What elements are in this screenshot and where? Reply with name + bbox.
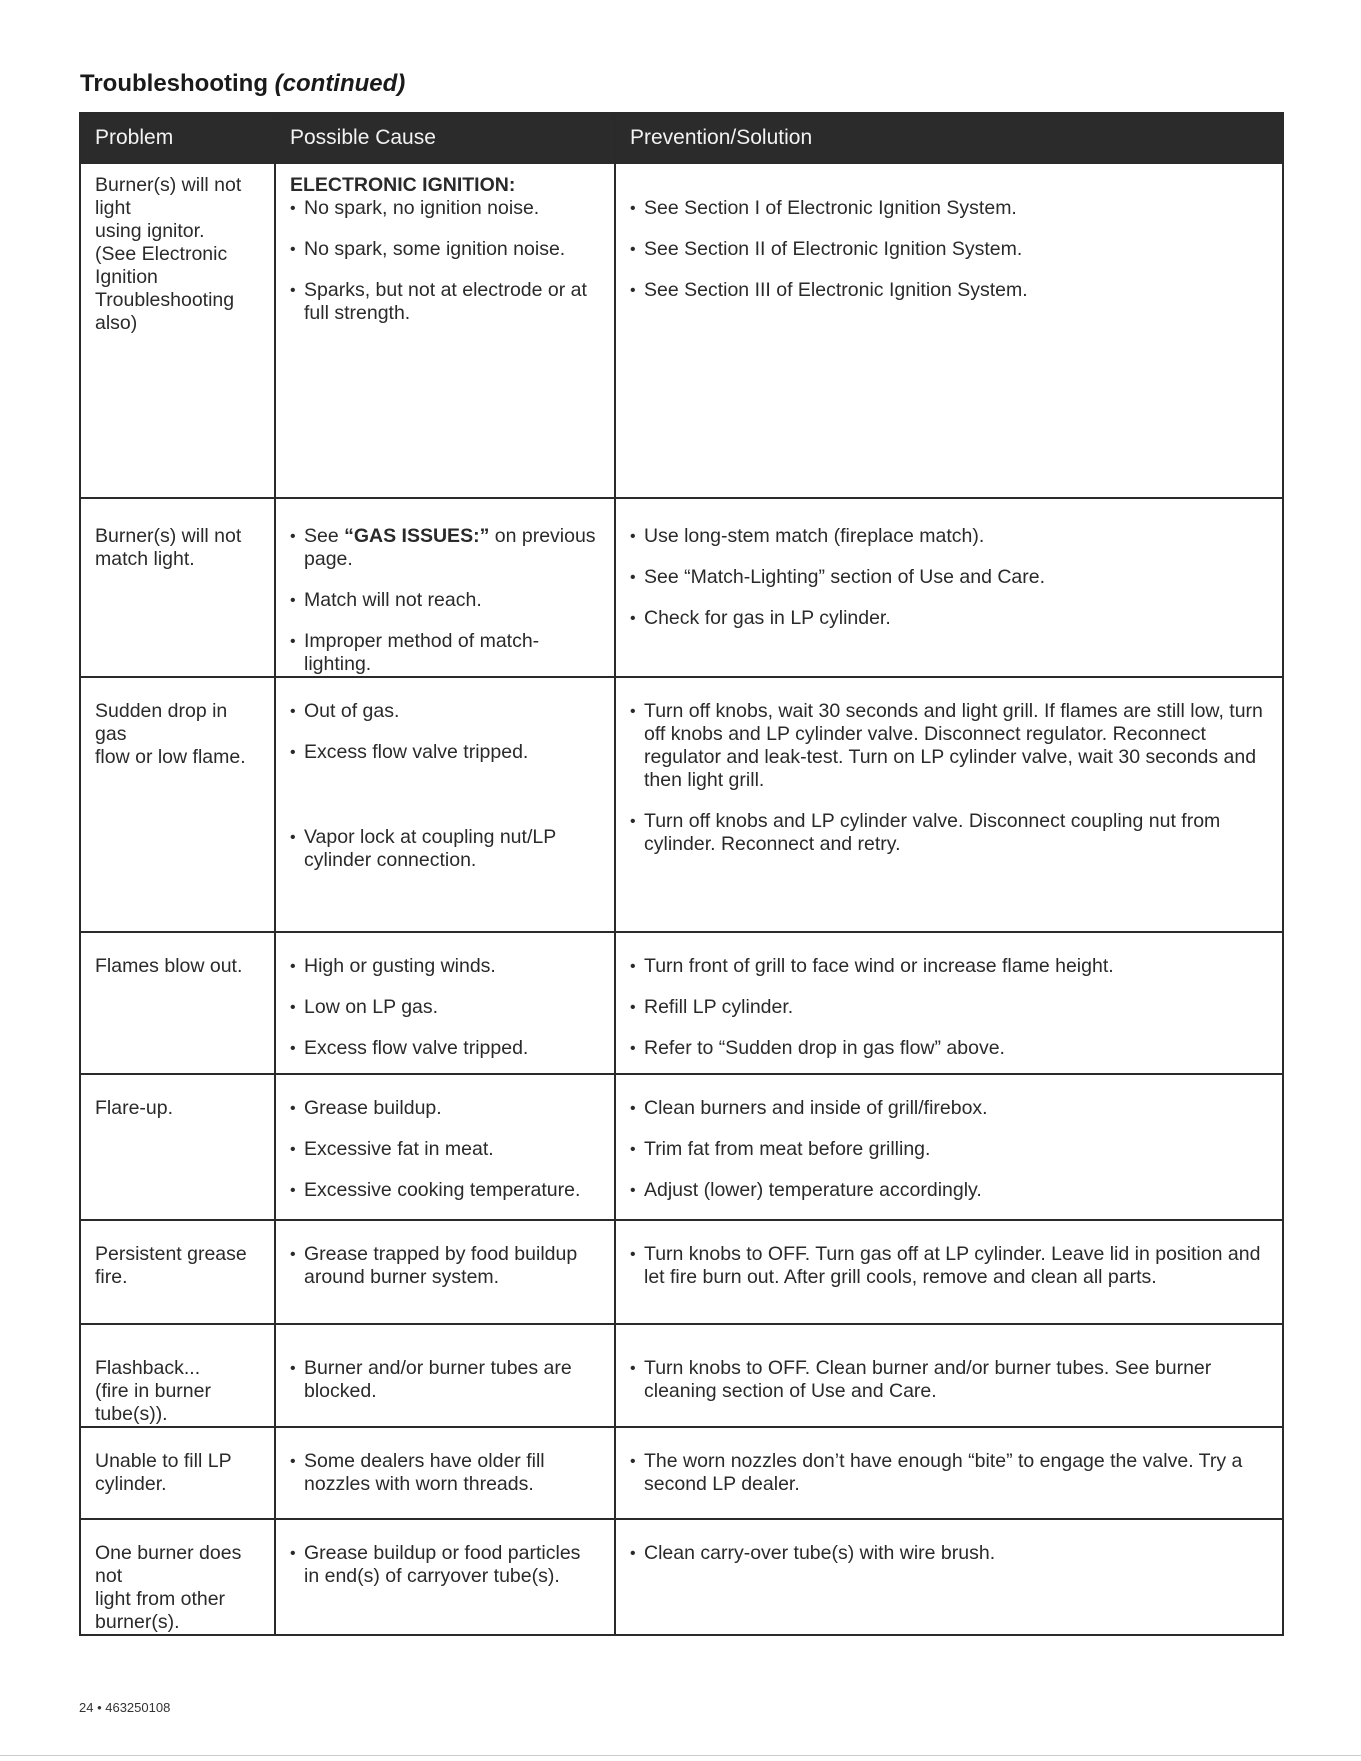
table-row <box>80 1324 1283 1427</box>
solution-item: • See Section III of Electronic Ignition System. <box>630 279 1268 302</box>
table-row <box>80 163 1283 498</box>
solution-cell <box>615 498 1283 677</box>
cause-item: • Out of gas. <box>290 700 600 723</box>
header-row <box>80 113 1283 163</box>
cause-item: • Grease buildup. <box>290 1097 600 1120</box>
problem-cell: Persistent grease fire. <box>80 1220 275 1324</box>
problem-cell: Flashback... (fire in burner tube(s)). <box>80 1324 275 1427</box>
cause-cell <box>275 677 615 932</box>
solution-item: • Trim fat from meat before grilling. <box>630 1138 1268 1161</box>
problem-cell: Burner(s) will not light using ignitor. (See Electronic Ignition Troubleshooting also) <box>80 163 275 498</box>
solution-item: • See Section I of Electronic Ignition System. <box>630 197 1268 220</box>
cause-heading: ELECTRONIC IGNITION: <box>290 174 516 196</box>
cause-cell <box>275 932 615 1074</box>
solution-cell <box>615 1220 1283 1324</box>
solution-item: • Check for gas in LP cylinder. <box>630 607 1268 630</box>
cause-item: • Grease buildup or food particles in end(s) of carryover tube(s). <box>290 1542 600 1588</box>
header-problem: Problem <box>80 113 275 163</box>
cause-item: • No spark, some ignition noise. <box>290 238 600 261</box>
solution-item: • Refer to “Sudden drop in gas flow” above. <box>630 1037 1268 1060</box>
cause-item: • High or gusting winds. <box>290 955 600 978</box>
solution-item: • Clean burners and inside of grill/firebox. <box>630 1097 1268 1120</box>
cause-item: • Some dealers have older fill nozzles with worn threads. <box>290 1450 600 1496</box>
solution-item: • Use long-stem match (fireplace match). <box>630 525 1268 548</box>
cause-item: • Excess flow valve tripped. <box>290 1037 600 1060</box>
problem-cell: Flames blow out. <box>80 932 275 1074</box>
solution-item: • The worn nozzles don’t have enough “bite” to engage the valve. Try a second LP dealer. <box>630 1450 1268 1496</box>
page-title: Troubleshooting (continued) <box>80 70 406 97</box>
solution-item: • Turn front of grill to face wind or increase flame height. <box>630 955 1268 978</box>
cause-item: • No spark, no ignition noise. <box>290 197 600 220</box>
solution-cell <box>615 163 1283 498</box>
cause-item: • Grease trapped by food buildup around burner system. <box>290 1243 600 1289</box>
solution-cell <box>615 1427 1283 1519</box>
table-row <box>80 932 1283 1074</box>
solution-item: • Adjust (lower) temperature accordingly. <box>630 1179 1268 1202</box>
table-row <box>80 677 1283 932</box>
cause-item: • Sparks, but not at electrode or at full strength. <box>290 279 600 325</box>
solution-item: • See Section II of Electronic Ignition System. <box>630 238 1268 261</box>
problem-cell: Flare-up. <box>80 1074 275 1220</box>
problem-cell: Sudden drop in gas flow or low flame. <box>80 677 275 932</box>
solution-cell <box>615 932 1283 1074</box>
table-row <box>80 498 1283 677</box>
cause-item: • Improper method of match-lighting. <box>290 630 600 676</box>
table-row <box>80 1519 1283 1635</box>
cause-item: • Match will not reach. <box>290 589 600 612</box>
cause-item: • Excessive fat in meat. <box>290 1138 600 1161</box>
solution-item: • Turn off knobs and LP cylinder valve. Disconnect coupling nut from cylinder. Reconnect and retry. <box>630 810 1268 856</box>
cause-cell <box>275 1519 615 1635</box>
header-possible-cause: Possible Cause <box>275 113 615 163</box>
solution-item: • Turn knobs to OFF. Clean burner and/or burner tubes. See burner cleaning section of Use and Care. <box>630 1357 1268 1403</box>
page-footer: 24 • 463250108 <box>79 1700 171 1715</box>
cause-cell <box>275 163 615 498</box>
table-row <box>80 1220 1283 1324</box>
solution-cell <box>615 677 1283 932</box>
cause-cell <box>275 498 615 677</box>
cause-cell <box>275 1427 615 1519</box>
cause-item: • Excess flow valve tripped. <box>290 741 600 764</box>
page-bottom-rule <box>0 1755 1361 1756</box>
solution-item: • See “Match-Lighting” section of Use and Care. <box>630 566 1268 589</box>
solution-cell <box>615 1074 1283 1220</box>
cause-item: • Burner and/or burner tubes are blocked. <box>290 1357 600 1403</box>
header-prevention-solution: Prevention/Solution <box>615 113 1283 163</box>
table-row <box>80 1427 1283 1519</box>
cause-item: • See “GAS ISSUES:” on previous page. <box>290 525 600 571</box>
problem-cell: One burner does not light from other burner(s). <box>80 1519 275 1635</box>
cause-item: • Excessive cooking temperature. <box>290 1179 600 1202</box>
cause-cell <box>275 1074 615 1220</box>
solution-item: • Turn knobs to OFF. Turn gas off at LP cylinder. Leave lid in position and let fire burn out. After grill cools, remove and clean all parts. <box>630 1243 1268 1289</box>
troubleshooting-table <box>79 112 1284 1636</box>
problem-cell: Unable to fill LP cylinder. <box>80 1427 275 1519</box>
table-row <box>80 1074 1283 1220</box>
solution-cell <box>615 1519 1283 1635</box>
solution-item: • Clean carry-over tube(s) with wire brush. <box>630 1542 1268 1565</box>
solution-item: • Turn off knobs, wait 30 seconds and light grill. If flames are still low, turn off knobs and LP cylinder valve. Disconnect regulator. Reconnect regulator and leak-test. Turn on LP cylinder valve, wait 30 seconds and then light grill. <box>630 700 1268 792</box>
cause-cell <box>275 1220 615 1324</box>
solution-item: • Refill LP cylinder. <box>630 996 1268 1019</box>
problem-cell: Burner(s) will not match light. <box>80 498 275 677</box>
cause-cell <box>275 1324 615 1427</box>
cause-item: • Vapor lock at coupling nut/LP cylinder connection. <box>290 826 600 872</box>
cause-item: • Low on LP gas. <box>290 996 600 1019</box>
solution-cell <box>615 1324 1283 1427</box>
